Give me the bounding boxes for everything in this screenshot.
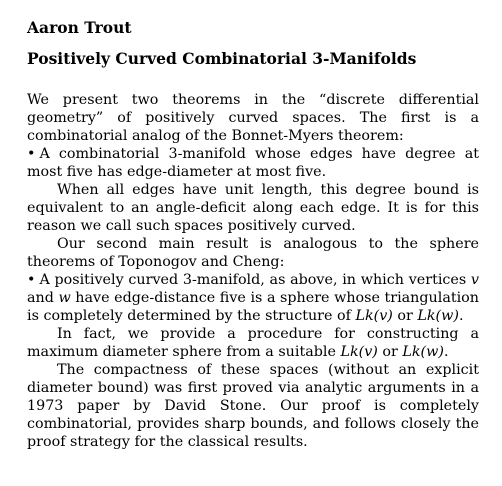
theorem-text-part: have edge-distance five is a sphere whose triangulation is completely determined by the structure of: [27, 290, 479, 324]
math-link-v: Lk(v): [355, 308, 393, 324]
theorem-text-part: A positively curved 3-manifold, as above, in which vertices: [39, 272, 471, 288]
theorem-text-diameter: A combinatorial 3-manifold whose edges have degree at most five has edge-diameter at most five.: [27, 146, 479, 180]
paragraph-text-part: In fact, we provide a procedure for constructing a maximum diameter sphere from a suitable: [27, 326, 479, 360]
theorem-text-part: .: [458, 308, 464, 324]
math-link-w: Lk(w): [402, 344, 444, 360]
bullet-marker: •: [27, 272, 36, 288]
math-variable-w: w: [58, 290, 71, 306]
author-name: Aaron Trout: [27, 18, 132, 37]
paragraph-text-part: .: [443, 344, 449, 360]
paper-title: Positively Curved Combinatorial 3-Manifolds: [27, 49, 417, 68]
theorem-text-part: and: [27, 290, 59, 306]
theorem-bullet-diameter: [27, 145, 479, 181]
abstract-paragraph-procedure: [27, 325, 479, 361]
abstract-body: [27, 91, 479, 451]
paragraph-text-part: or: [377, 344, 403, 360]
math-link-v: Lk(v): [340, 344, 378, 360]
abstract-paragraph-intro: We present two theorems in the “discrete differential geometry” of positively curved spaces. The first is a combinatorial analog of the Bonnet-Myers theorem:: [27, 92, 479, 144]
abstract-paragraph-compactness: The compactness of these spaces (without an explicit diameter bound) was first proved via analytic arguments in a 1973 paper by David Stone. Our proof is completely combinatorial, provides sharp bounds, and follows closely the proof strategy for the classical results.: [27, 362, 479, 450]
abstract-paragraph-curvature: When all edges have unit length, this degree bound is equivalent to an angle-deficit along each edge. It is for this reason we call such spaces positively curved.: [27, 182, 479, 234]
bullet-marker: •: [27, 146, 36, 162]
abstract-page: [27, 18, 479, 451]
abstract-paragraph-second-result: Our second main result is analogous to the sphere theorems of Toponogov and Cheng:: [27, 236, 479, 270]
math-variable-v: v: [470, 272, 479, 288]
theorem-bullet-sphere: [27, 271, 479, 325]
theorem-text-part: or: [392, 308, 418, 324]
math-link-w: Lk(w): [417, 308, 459, 324]
